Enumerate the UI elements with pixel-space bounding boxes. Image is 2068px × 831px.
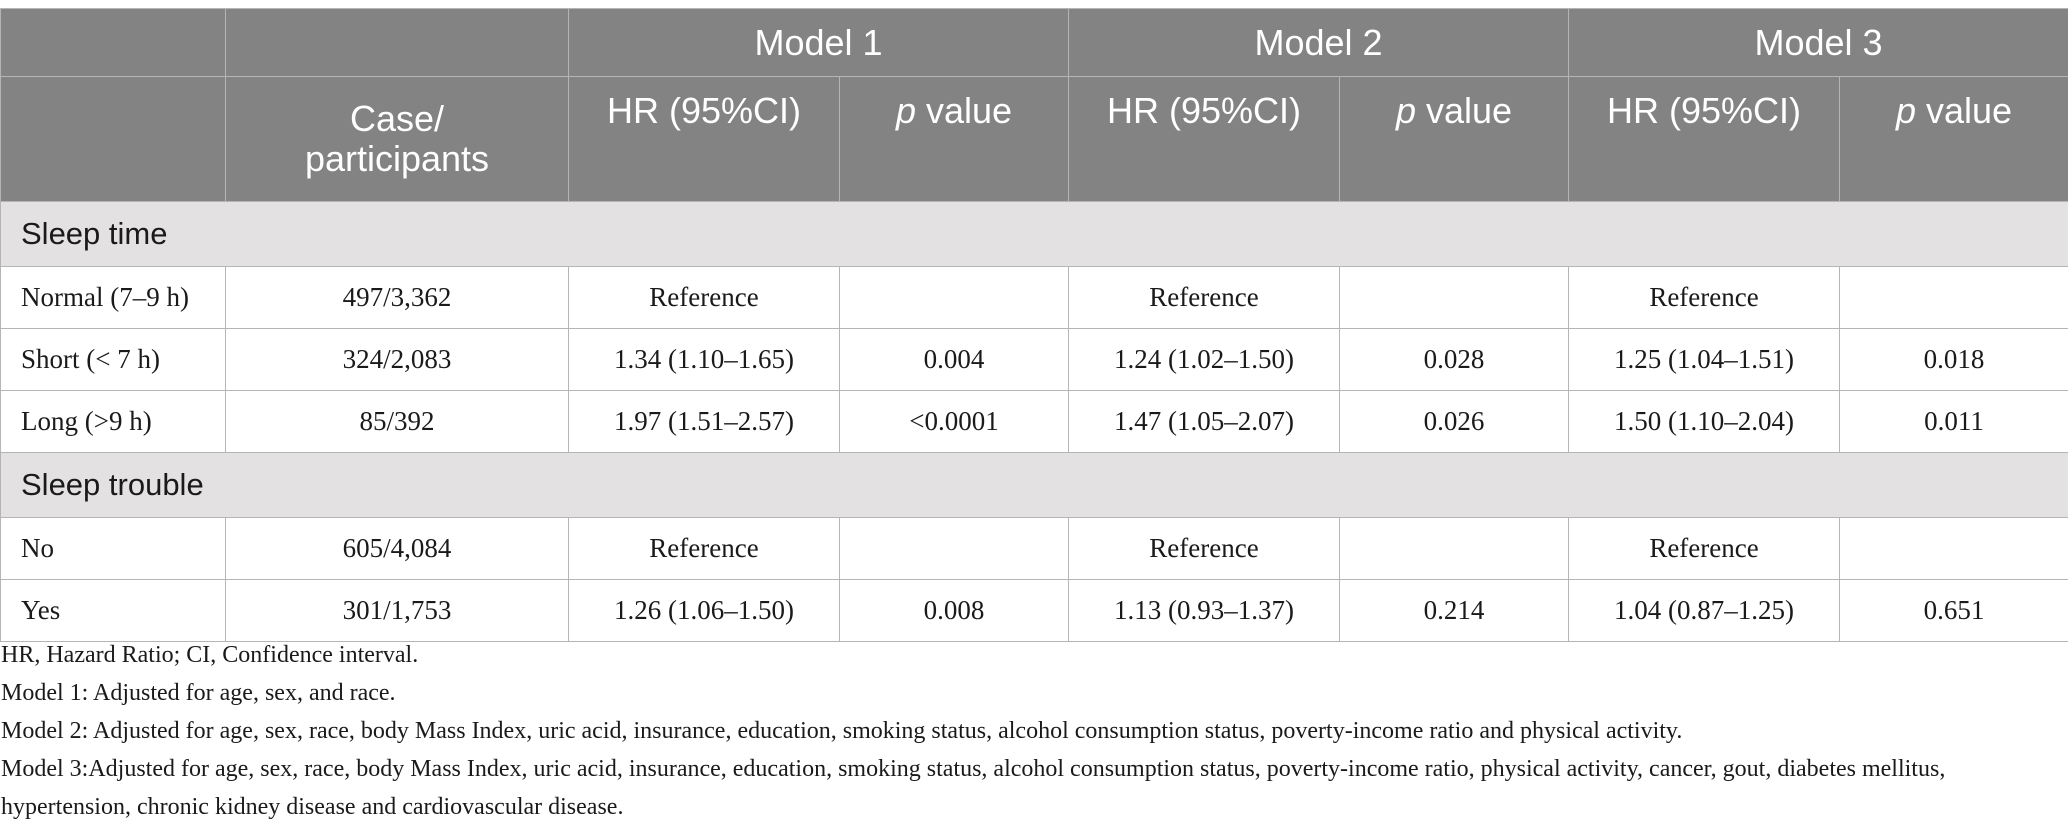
case-header-line1: Case/: [349, 98, 445, 139]
m3-p-header: [1840, 77, 2068, 202]
model-3-header: Model 3: [1569, 9, 2068, 77]
case-cell: 301/1,753: [226, 580, 569, 642]
m3-p-cell: 0.651: [1840, 580, 2068, 642]
m2-p-cell: [1340, 518, 1569, 580]
row-label: No: [1, 518, 226, 580]
m1-hr-header: HR (95%CI): [569, 77, 840, 202]
table-row: [1, 329, 2068, 391]
p-value-suffix: value: [1916, 90, 2013, 131]
m1-hr-cell: 1.34 (1.10–1.65): [569, 329, 840, 391]
section-title: Sleep time: [1, 202, 2068, 267]
p-letter: p: [895, 90, 916, 131]
m3-hr-cell: 1.25 (1.04–1.51): [1569, 329, 1840, 391]
table-footnotes: [1, 636, 2067, 826]
case-cell: 85/392: [226, 391, 569, 453]
m3-p-cell: [1840, 518, 2068, 580]
p-value-suffix: value: [1416, 90, 1513, 131]
m2-p-cell: 0.214: [1340, 580, 1569, 642]
m3-p-cell: [1840, 267, 2068, 329]
table-row: [1, 580, 2068, 642]
m3-hr-cell: Reference: [1569, 518, 1840, 580]
m3-hr-cell: 1.04 (0.87–1.25): [1569, 580, 1840, 642]
m3-hr-cell: Reference: [1569, 267, 1840, 329]
m2-hr-cell: Reference: [1069, 267, 1340, 329]
p-letter: p: [1895, 90, 1917, 131]
case-header-top: [226, 9, 569, 77]
m2-hr-cell: 1.24 (1.02–1.50): [1069, 329, 1340, 391]
model-1-header: Model 1: [569, 9, 1069, 77]
results-table-container: [0, 8, 2068, 642]
row-label: Short (< 7 h): [1, 329, 226, 391]
case-header-line2: participants: [304, 138, 490, 179]
corner-cell-lower: [1, 77, 226, 202]
hazard-ratio-table: [0, 8, 2068, 642]
case-cell: 497/3,362: [226, 267, 569, 329]
table-row: [1, 391, 2068, 453]
m2-hr-header: HR (95%CI): [1069, 77, 1340, 202]
footnote-model-3: Model 3:Adjusted for age, sex, race, body Mass Index, uric acid, insurance, education, smoking status, alcohol consumption status, poverty-income ratio, physical activity, cancer, gout, diabetes mellitus, hypertension, chronic kidney disease and cardiovascular disease.: [1, 756, 1946, 820]
m1-hr-cell: 1.26 (1.06–1.50): [569, 580, 840, 642]
m3-hr-cell: 1.50 (1.10–2.04): [1569, 391, 1840, 453]
section-row-sleep-trouble: [1, 453, 2068, 518]
p-value-suffix: value: [915, 90, 1013, 131]
table-row: [1, 518, 2068, 580]
m1-p-cell: <0.0001: [840, 391, 1069, 453]
m2-p-cell: 0.028: [1340, 329, 1569, 391]
case-participants-header: [226, 77, 569, 202]
row-label: Long (>9 h): [1, 391, 226, 453]
model-header-row: [1, 9, 2068, 77]
corner-cell: [1, 9, 226, 77]
m3-hr-header: HR (95%CI): [1569, 77, 1840, 202]
table-row: [1, 267, 2068, 329]
m1-hr-cell: Reference: [569, 267, 840, 329]
footnote-model-1: Model 1: Adjusted for age, sex, and race.: [1, 680, 396, 706]
footnote-model-2: Model 2: Adjusted for age, sex, race, body Mass Index, uric acid, insurance, education, smoking status, alcohol consumption status, poverty-income ratio and physical activity.: [1, 718, 1683, 744]
m2-hr-cell: Reference: [1069, 518, 1340, 580]
case-cell: 605/4,084: [226, 518, 569, 580]
row-label: Yes: [1, 580, 226, 642]
p-letter: p: [1395, 90, 1416, 131]
m1-hr-cell: 1.97 (1.51–2.57): [569, 391, 840, 453]
m2-p-cell: 0.026: [1340, 391, 1569, 453]
m2-hr-cell: 1.47 (1.05–2.07): [1069, 391, 1340, 453]
m2-p-header: [1340, 77, 1569, 202]
m1-p-cell: [840, 518, 1069, 580]
model-2-header: Model 2: [1069, 9, 1569, 77]
m2-hr-cell: 1.13 (0.93–1.37): [1069, 580, 1340, 642]
section-title: Sleep trouble: [1, 453, 2068, 518]
m1-p-header: [840, 77, 1069, 202]
case-cell: 324/2,083: [226, 329, 569, 391]
row-label: Normal (7–9 h): [1, 267, 226, 329]
section-row-sleep-time: [1, 202, 2068, 267]
m3-p-cell: 0.011: [1840, 391, 2068, 453]
m2-p-cell: [1340, 267, 1569, 329]
m1-p-cell: 0.008: [840, 580, 1069, 642]
footnote-abbreviations: HR, Hazard Ratio; CI, Confidence interval.: [1, 642, 419, 668]
m1-hr-cell: Reference: [569, 518, 840, 580]
m1-p-cell: 0.004: [840, 329, 1069, 391]
m1-p-cell: [840, 267, 1069, 329]
sub-header-row: [1, 77, 2068, 202]
m3-p-cell: 0.018: [1840, 329, 2068, 391]
